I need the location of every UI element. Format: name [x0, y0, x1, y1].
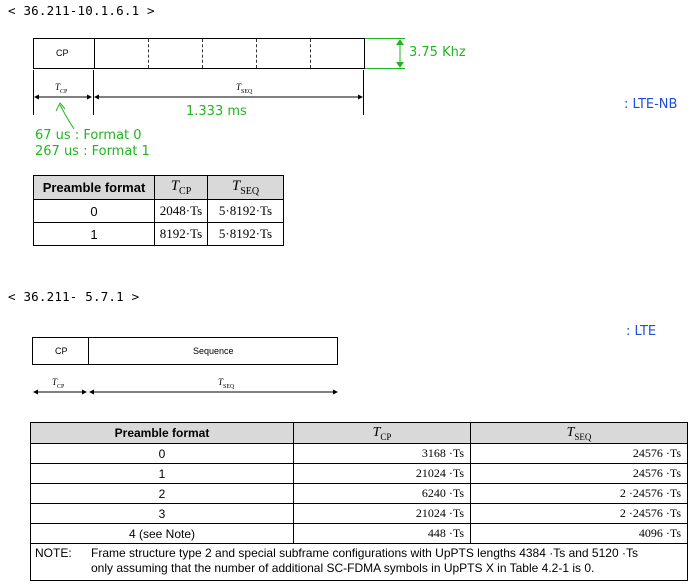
header-preamble-format: Preamble format: [31, 423, 294, 444]
nbiot-cp-box-label: CP: [56, 48, 69, 58]
note-key: NOTE:: [35, 546, 72, 560]
table-row: [34, 223, 284, 246]
header-tseq: $T_{SEQ}$: [471, 423, 688, 444]
lte-nb-tag: : LTE-NB: [624, 97, 678, 112]
nbiot-tcp-label: $T_{CP}$: [55, 82, 68, 95]
header-tcp: $T_{CP}$: [155, 176, 208, 200]
cell-tcp: 3168 ·Ts: [294, 444, 471, 464]
nbiot-seq-duration: 1.333 ms: [186, 104, 247, 119]
cell-tcp: 6240 ·Ts: [294, 484, 471, 504]
lte-timing-arrows: [32, 388, 340, 396]
cell-tcp: 8192·Ts: [155, 223, 208, 246]
header-preamble-format: Preamble format: [34, 176, 155, 200]
lte-preamble-table: [30, 422, 688, 581]
lte-cp-box-label: CP: [55, 346, 68, 356]
cell-tseq: 5·8192·Ts: [208, 223, 284, 246]
cell-format: 1: [34, 223, 155, 246]
lte-tcp-label: $T_{CP}$: [52, 377, 65, 390]
table-row: [31, 444, 688, 464]
lte-tseq-label: $T_{SEQ}$: [218, 377, 235, 390]
cell-tseq: 2 ·24576 ·Ts: [471, 504, 688, 524]
cell-tseq: 4096 ·Ts: [471, 524, 688, 544]
cell-tcp: 2048·Ts: [155, 200, 208, 223]
table-note: [31, 544, 688, 581]
lte-preamble-frame: [32, 337, 338, 365]
cell-tcp: 448 ·Ts: [294, 524, 471, 544]
cell-tseq: 2 ·24576 ·Ts: [471, 484, 688, 504]
cell-tseq: 5·8192·Ts: [208, 200, 284, 223]
note-text: Frame structure type 2 and special subframe configurations with UpPTS lengths 4384 ·Ts and 5120 ·Ts only assuming that the number of additional SC-FDMA symbols in UpPTS X in Table 4.2-1 is 0.: [91, 546, 638, 575]
cell-format: 2: [31, 484, 294, 504]
cell-tcp: 21024 ·Ts: [294, 464, 471, 484]
nbiot-preamble-frame: [33, 38, 365, 69]
cp-format1-note: 267 us : Format 1: [35, 144, 150, 159]
cell-format: 0: [31, 444, 294, 464]
bandwidth-arrow-icon: [392, 38, 408, 69]
cell-format: 3: [31, 504, 294, 524]
cell-format: 0: [34, 200, 155, 223]
table-header-row: [31, 423, 688, 444]
cp-annotation-arrow-icon: [50, 100, 90, 130]
lte-section-ref: < 36.211- 5.7.1 >: [8, 289, 140, 304]
cell-format: 4 (see Note): [31, 524, 294, 544]
cell-tseq: 24576 ·Ts: [471, 464, 688, 484]
lte-tag: : LTE: [626, 324, 657, 339]
header-tseq: $T_{SEQ}$: [208, 176, 284, 200]
table-row: [31, 484, 688, 504]
table-row: [31, 464, 688, 484]
cell-tseq: 24576 ·Ts: [471, 444, 688, 464]
cell-format: 1: [31, 464, 294, 484]
nbiot-tseq-label: $T_{SEQ}$: [236, 82, 253, 95]
table-row: [34, 200, 284, 223]
table-note-row: [31, 544, 688, 581]
table-row: [31, 504, 688, 524]
bandwidth-label: 3.75 Khz: [409, 45, 466, 60]
table-header-row: [34, 176, 284, 200]
nbiot-preamble-table: [33, 175, 284, 246]
header-tcp: $T_{CP}$: [294, 423, 471, 444]
table-row: [31, 524, 688, 544]
cp-format0-note: 67 us : Format 0: [35, 128, 142, 143]
lte-seq-box-label: Sequence: [193, 346, 234, 356]
cell-tcp: 21024 ·Ts: [294, 504, 471, 524]
nbiot-section-ref: < 36.211-10.1.6.1 >: [8, 3, 155, 18]
